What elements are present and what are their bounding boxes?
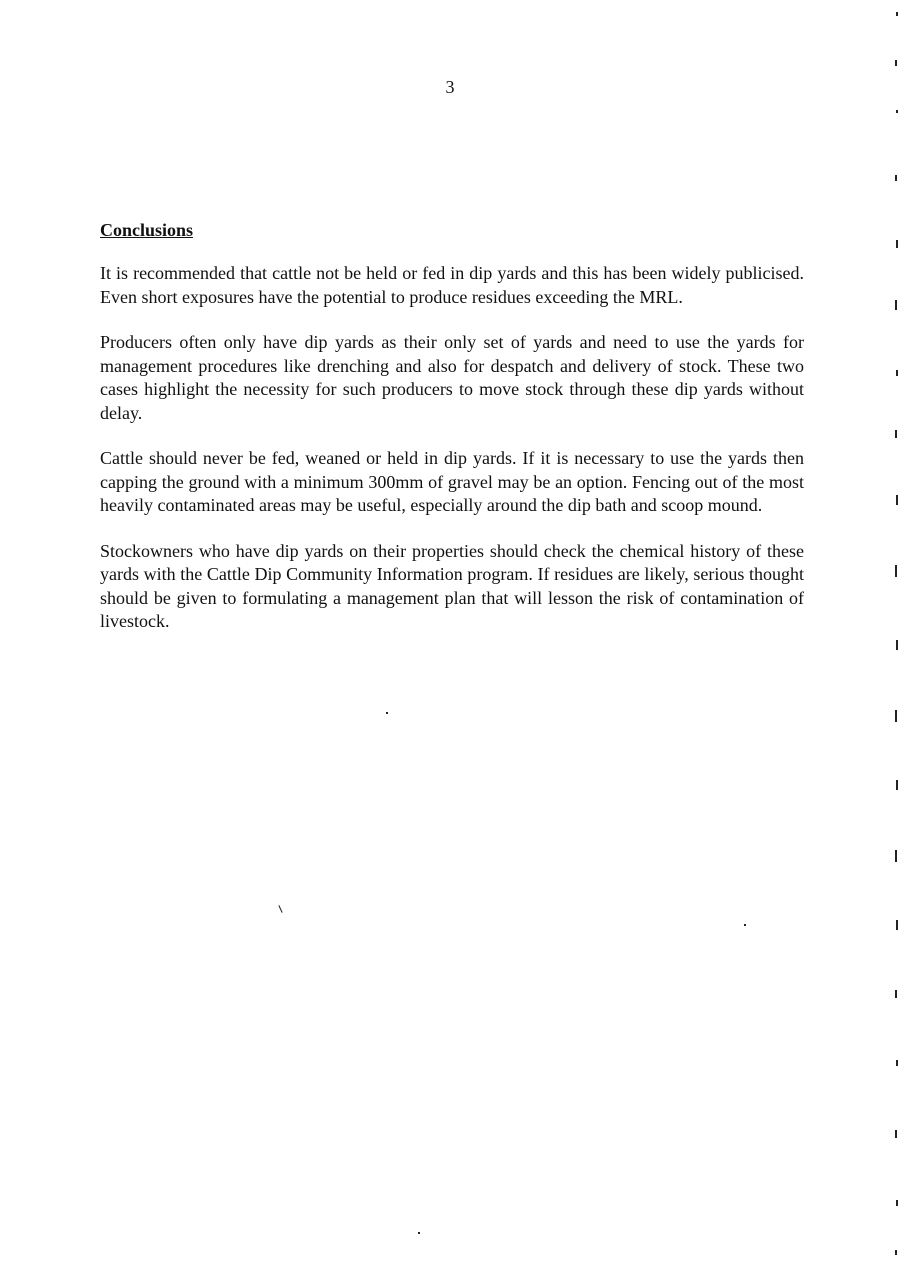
scan-speck	[744, 924, 746, 926]
scan-speck	[895, 175, 897, 181]
scan-speck	[896, 12, 898, 16]
paragraph: Cattle should never be fed, weaned or held in dip yards. If it is necessary to use the yards then capping the ground with a minimum 300mm of gravel may be an option. Fencing out of the most heavily contaminated areas may be useful, especially around the dip bath and scoop mound.	[100, 448, 804, 515]
scan-speck	[896, 640, 898, 650]
scan-speck	[278, 905, 282, 913]
scan-speck	[896, 495, 898, 505]
scan-speck	[418, 1232, 420, 1234]
paragraph: Producers often only have dip yards as their only set of yards and need to use the yards for management procedures like drenching and also for despatch and delivery of stock. These two cases highlight the necessity for such producers to move stock through these dip yards without delay.	[100, 332, 804, 423]
scan-speck	[895, 430, 897, 438]
scan-speck	[895, 565, 897, 577]
scan-speck	[896, 110, 898, 113]
scan-speck	[895, 300, 897, 310]
scan-speck	[896, 240, 898, 248]
scan-speck	[895, 1130, 897, 1138]
scan-speck	[896, 1060, 898, 1066]
scan-speck	[895, 990, 897, 998]
paragraph: Stockowners who have dip yards on their properties should check the chemical history of these yards with the Cattle Dip Community Information program. If residues are likely, serious thought should be given to formulating a management plan that will lesson the risk of contamination of livestock.	[100, 540, 804, 631]
scan-speck	[896, 1200, 898, 1206]
scan-speck	[896, 370, 898, 376]
scan-speck	[895, 1250, 897, 1255]
scan-speck	[896, 780, 898, 790]
scan-speck	[895, 60, 897, 66]
paragraph: It is recommended that cattle not be held or fed in dip yards and this has been widely publicised. Even short exposures have the potential to produce residues exceeding the MRL.	[100, 263, 804, 307]
scan-speck	[386, 712, 388, 714]
scan-speck	[896, 920, 898, 930]
scan-edge-artifacts	[890, 0, 900, 1279]
conclusions-section	[100, 218, 804, 656]
scan-speck	[895, 710, 897, 722]
page-number: 3	[445, 77, 455, 97]
scan-speck	[895, 850, 897, 862]
section-heading: Conclusions	[100, 220, 194, 240]
